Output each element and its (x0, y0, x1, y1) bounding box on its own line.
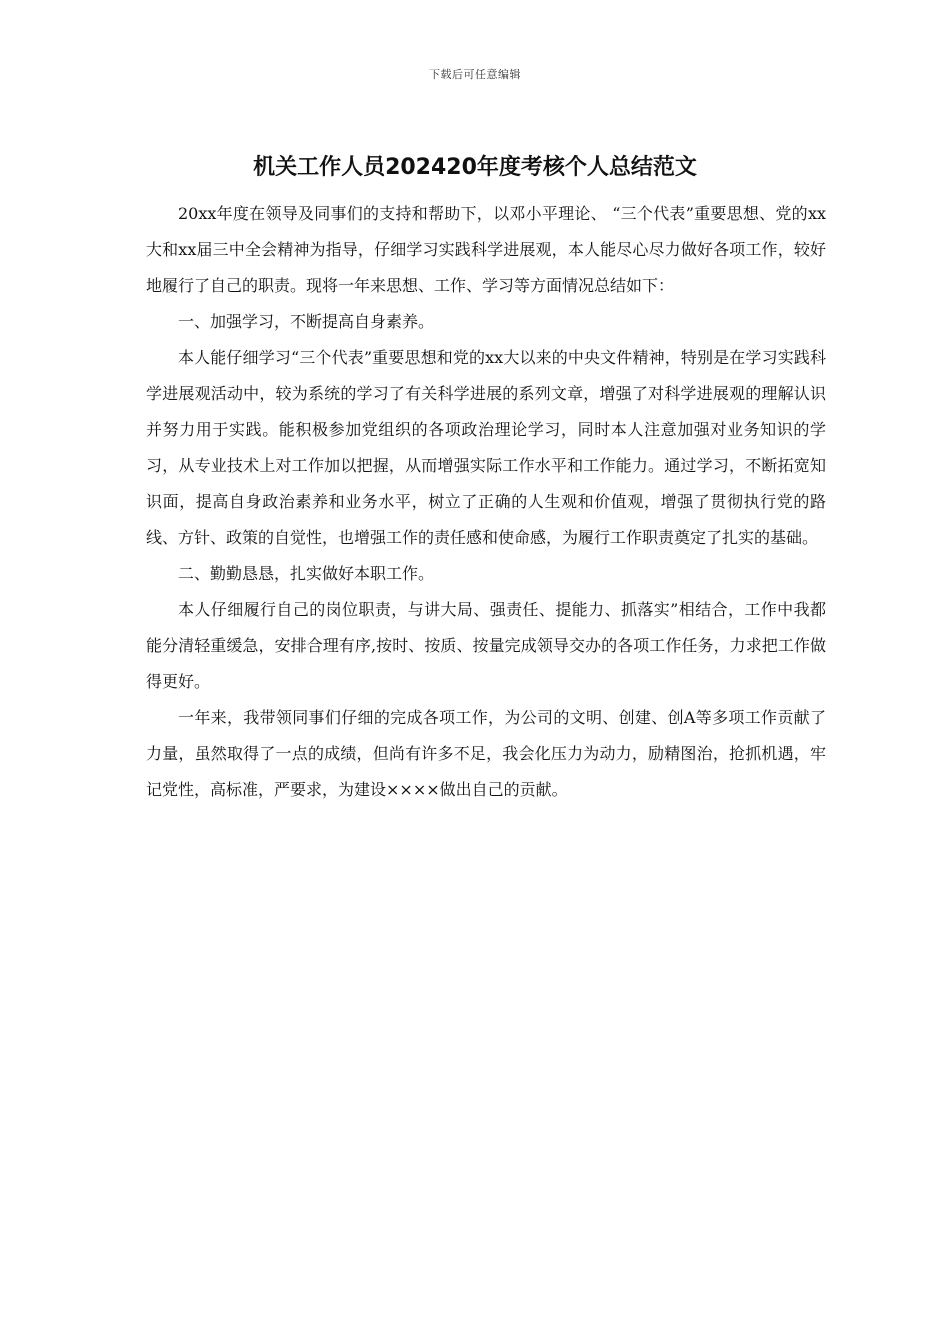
document-title: 机关工作人员202420年度考核个人总结范文 (253, 155, 697, 180)
paragraph-study: 本人能仔细学习“三个代表”重要思想和党的xx大以来的中央文件精神，特别是在学习实践科学进展观活动中，较为系统的学习了有关科学进展的系列文章，增强了对科学进展观的理解认识并努力用于实践。能积极参加党组织的各项政治理论学习，同时本人注意加强对业务知识的学习，从专业技术上对工作加以把握，从而增强实际工作水平和工作能力。通过学习，不断拓宽知识面，提高自身政治素养和业务水平，树立了正确的人生观和价值观，增强了贯彻执行党的路线、方针、政策的自觉性，也增强工作的责任感和使命感，为履行工作职责奠定了扎实的基础。 (146, 348, 826, 547)
section-heading-study: 一、加强学习，不断提高自身素养。 (178, 312, 435, 331)
header-note: 下载后可任意编辑 (429, 68, 521, 81)
paragraph-conclusion: 一年来，我带领同事们仔细的完成各项工作，为公司的文明、创建、创A等多项工作贡献了力量，虽然取得了一点的成绩，但尚有许多不足，我会化压力为动力，励精图治，抢抓机遇，牢记党性，高标准，严要求，为建设××××做出自己的贡献。 (146, 708, 826, 799)
section-heading-work: 二、勤勤恳恳，扎实做好本职工作。 (178, 564, 435, 583)
paragraph-work: 本人仔细履行自己的岗位职责，与讲大局、强责任、提能力、抓落实”相结合，工作中我都能分清轻重缓急，安排合理有序,按时、按质、按量完成领导交办的各项工作任务，力求把工作做得更好。 (146, 600, 826, 691)
paragraph-intro: 20xx年度在领导及同事们的支持和帮助下，以邓小平理论、 “三个代表”重要思想、党的xx大和xx届三中全会精神为指导，仔细学习实践科学进展观，本人能尽心尽力做好各项工作，较好地履行了自己的职责。现将一年来思想、工作、学习等方面情况总结如下： (146, 204, 826, 295)
document-body (146, 196, 826, 808)
